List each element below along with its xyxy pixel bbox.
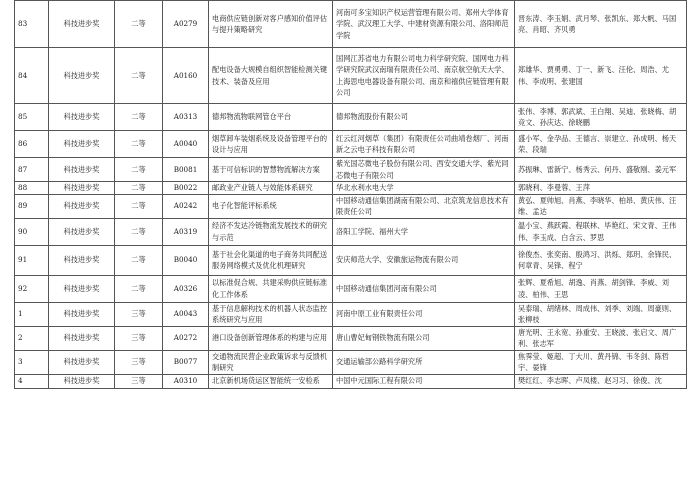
cell-award-grade: 二等: [115, 48, 163, 104]
cell-completing-people: 郭晓利、李曼蓉、王萍: [515, 182, 687, 195]
table-row: [15, 326, 687, 350]
cell-award-grade: 二等: [115, 104, 163, 131]
cell-award-category: 科技进步奖: [49, 194, 115, 218]
cell-completing-people: 苏振琳、雷新宁、杨秀云、何丹、盛敬刚、姜元军: [515, 158, 687, 182]
cell-project-name: 基于可信标识的智慧物流解决方案: [209, 158, 333, 182]
cell-number: 83: [15, 1, 49, 48]
table-row: [15, 182, 687, 195]
cell-completing-people: 吴泰瑞、胡绪林、周成伟、刘季、刘端、周豪则、张柳枝: [515, 302, 687, 326]
cell-project-code: A0313: [163, 104, 209, 131]
cell-project-name: 邮政业产业链人与效能体系研究: [209, 182, 333, 195]
cell-project-name: 港口设备创新管理体系的构建与应用: [209, 326, 333, 350]
cell-number: 85: [15, 104, 49, 131]
cell-number: 86: [15, 131, 49, 158]
cell-completing-units: 安庆师范大学、安徽旅运物流有限公司: [333, 245, 515, 275]
table-row: [15, 131, 687, 158]
cell-award-category: 科技进步奖: [49, 1, 115, 48]
cell-project-name: 烟草卸车装烟系统及设备管理平台的设计与应用: [209, 131, 333, 158]
table-row: [15, 374, 687, 388]
cell-award-category: 科技进步奖: [49, 275, 115, 302]
cell-number: 3: [15, 350, 49, 374]
cell-project-name: 北京新机场货运区智能统一安检系: [209, 374, 333, 388]
cell-award-category: 科技进步奖: [49, 158, 115, 182]
cell-project-code: A0040: [163, 131, 209, 158]
cell-award-grade: 三等: [115, 374, 163, 388]
cell-project-code: A0310: [163, 374, 209, 388]
cell-project-code: A0319: [163, 218, 209, 245]
cell-project-name: 基于信息解构技术的机器人状态监控系统研究与应用: [209, 302, 333, 326]
table-row: [15, 245, 687, 275]
cell-project-name: 德邦物流物联网管仓平台: [209, 104, 333, 131]
cell-number: 89: [15, 194, 49, 218]
cell-number: 87: [15, 158, 49, 182]
cell-project-code: A0326: [163, 275, 209, 302]
cell-number: 1: [15, 302, 49, 326]
cell-completing-people: 张辉、夏希旭、胡逸、肖燕、胡剑锋、李威、刘凌、柏伟、王思: [515, 275, 687, 302]
cell-project-code: A0043: [163, 302, 209, 326]
award-list-sheet: [14, 0, 686, 389]
cell-completing-people: 盛小军、金孕品、王德言、崇建立、孙成明、杨天荣、段瑞: [515, 131, 687, 158]
cell-completing-units: 国网江苏省电力有限公司电力科学研究院、国网电力科学研究院武汉南瑞有限责任公司、南京航空航天大学、上海思电电器设备有限公司、南京和禧供应链管理有限公司: [333, 48, 515, 104]
cell-project-name: 基于社会化渠道的电子商务共同配送服务网络模式及优化机理研究: [209, 245, 333, 275]
cell-award-category: 科技进步奖: [49, 326, 115, 350]
cell-award-grade: 二等: [115, 245, 163, 275]
cell-project-code: A0242: [163, 194, 209, 218]
cell-award-category: 科技进步奖: [49, 245, 115, 275]
cell-completing-people: 晋东涛、李玉娟、武月琴、张凯东、郑大帆、马国亮、肖昭、齐贝勇: [515, 1, 687, 48]
cell-completing-units: 河南中原工业有限责任公司: [333, 302, 515, 326]
cell-award-category: 科技进步奖: [49, 131, 115, 158]
cell-award-grade: 三等: [115, 326, 163, 350]
cell-completing-units: 河南可多宝知识产权运营管理有限公司、郑州大学体育学院、武汉理工大学、中建材资源有限公司、洛阳师范学院: [333, 1, 515, 48]
cell-project-name: 交通物流民营企业政策诉求与反馈机制研究: [209, 350, 333, 374]
cell-award-grade: 二等: [115, 194, 163, 218]
cell-project-name: 配电设备大规模自组织智能检测关键技术、装备及应用: [209, 48, 333, 104]
table-row: [15, 1, 687, 48]
cell-award-category: 科技进步奖: [49, 182, 115, 195]
table-row: [15, 302, 687, 326]
cell-award-category: 科技进步奖: [49, 218, 115, 245]
cell-completing-units: 中国移动通信集团湖南有限公司、北京筑龙信息技术有限责任公司: [333, 194, 515, 218]
cell-number: 91: [15, 245, 49, 275]
cell-project-name: 电商供应链创新对客户感知价值评估与提升策略研究: [209, 1, 333, 48]
table-row: [15, 48, 687, 104]
award-table: [14, 0, 687, 389]
award-table-body: [15, 1, 687, 389]
cell-completing-units: 洛阳工学院、福州大学: [333, 218, 515, 245]
table-row: [15, 104, 687, 131]
cell-project-code: B0022: [163, 182, 209, 195]
cell-number: 2: [15, 326, 49, 350]
cell-project-code: B0081: [163, 158, 209, 182]
cell-completing-people: 焦霁莹、姬超、丁大川、黄丹锦、韦冬剑、陈哲宇、晏锋: [515, 350, 687, 374]
cell-completing-people: 樊红红、李志晖、卢凤楼、赵习习、徐俊、沈: [515, 374, 687, 388]
cell-number: 84: [15, 48, 49, 104]
table-row: [15, 158, 687, 182]
cell-award-category: 科技进步奖: [49, 104, 115, 131]
cell-award-grade: 二等: [115, 275, 163, 302]
cell-project-code: A0279: [163, 1, 209, 48]
cell-completing-units: 紫光国芯微电子股份有限公司、西安交通大学、紫光同芯微电子有限公司: [333, 158, 515, 182]
cell-completing-people: 唐光明、王永宽、孙重安、王晓波、张启文、周广利、张志军: [515, 326, 687, 350]
cell-award-grade: 二等: [115, 158, 163, 182]
cell-completing-people: 徐俊杰、张奕南、殷鸿习、洪烁、郑玥、余锋民、何章青、吴锋、程宁: [515, 245, 687, 275]
cell-award-grade: 三等: [115, 302, 163, 326]
cell-completing-units: 红云红河烟草（集团）有限责任公司曲靖卷烟厂、河南新之云电子科技有限公司: [333, 131, 515, 158]
cell-award-category: 科技进步奖: [49, 302, 115, 326]
cell-project-code: A0160: [163, 48, 209, 104]
cell-award-grade: 二等: [115, 131, 163, 158]
table-row: [15, 275, 687, 302]
cell-award-grade: 二等: [115, 218, 163, 245]
cell-number: 4: [15, 374, 49, 388]
cell-project-code: B0040: [163, 245, 209, 275]
cell-project-name: 以标准促合规、共建采购供应链标准化工作体系: [209, 275, 333, 302]
cell-project-code: A0272: [163, 326, 209, 350]
cell-award-grade: 二等: [115, 1, 163, 48]
cell-number: 92: [15, 275, 49, 302]
table-row: [15, 350, 687, 374]
cell-completing-people: 张伟、李博、郭武斌、王白翔、吴迪、张晓梅、胡竞文、孙庆达、徐晓鹏: [515, 104, 687, 131]
cell-completing-units: 华北水利水电大学: [333, 182, 515, 195]
cell-project-name: 电子化智能评标系统: [209, 194, 333, 218]
cell-project-name: 经济不发达冷链物流发展技术的研究与示范: [209, 218, 333, 245]
cell-completing-people: 黄弘、夏帅旭、肖燕、李晓华、柏昂、黄庆伟、汪维、孟达: [515, 194, 687, 218]
cell-number: 88: [15, 182, 49, 195]
cell-completing-units: 中国移动通信集团河南有限公司: [333, 275, 515, 302]
cell-project-code: B0077: [163, 350, 209, 374]
cell-completing-units: 交通运输部公路科学研究所: [333, 350, 515, 374]
cell-completing-people: 郑雄华、贾勇勇、丁一、新飞、汪伦、周浩、尤伟、李成明、张建国: [515, 48, 687, 104]
table-row: [15, 218, 687, 245]
cell-award-category: 科技进步奖: [49, 350, 115, 374]
cell-number: 90: [15, 218, 49, 245]
cell-completing-units: 德邦物流股份有限公司: [333, 104, 515, 131]
cell-award-category: 科技进步奖: [49, 374, 115, 388]
cell-completing-units: 唐山曹妃甸钢铁物流有限公司: [333, 326, 515, 350]
cell-completing-units: 中国中元国际工程有限公司: [333, 374, 515, 388]
cell-award-category: 科技进步奖: [49, 48, 115, 104]
cell-completing-people: 温小宝、燕跃霞、程联林、毕艳红、宋文青、王伟伟、李玉成、白含云、罗思: [515, 218, 687, 245]
cell-award-grade: 三等: [115, 350, 163, 374]
table-row: [15, 194, 687, 218]
cell-award-grade: 二等: [115, 182, 163, 195]
